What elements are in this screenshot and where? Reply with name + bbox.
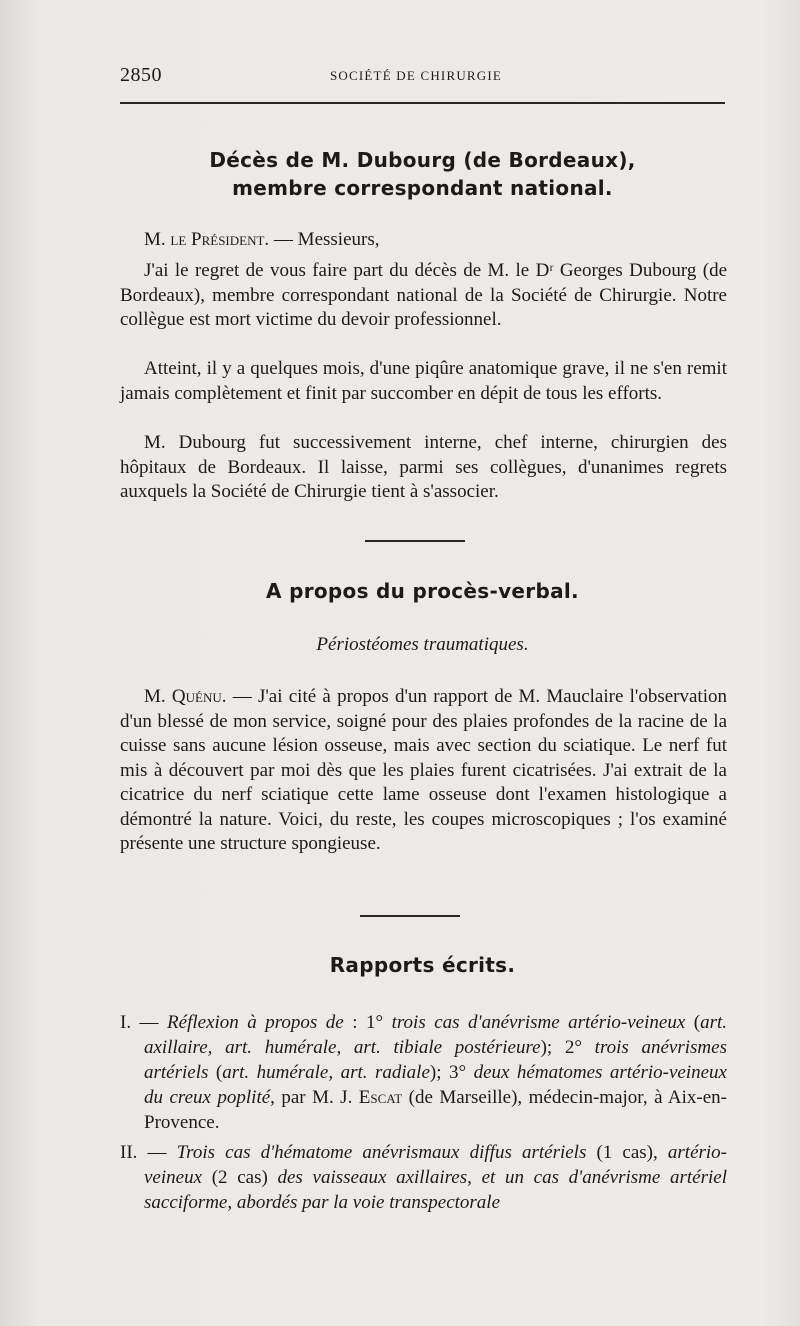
section-title-line-2: membre correspondant national. [232, 176, 613, 200]
report-item-1-italic-5: art. humérale, art. radiale [222, 1062, 430, 1083]
separator-rule-2 [360, 915, 460, 917]
running-head: SOCIÉTÉ DE CHIRURGIE [330, 68, 503, 83]
section-title-line-1: Décès de M. Dubourg (de Bordeaux), [209, 148, 636, 172]
report-item-2-plain-2: (2 cas) [202, 1167, 278, 1188]
report-item-2-italic-1: Trois cas d'hématome anévrismaux diffus artériels [176, 1142, 587, 1163]
report-item-1-italic-2: trois cas d'anévrisme artério-veineux [391, 1012, 686, 1033]
report-item-2 [120, 1140, 727, 1215]
paragraph-deces-1: J'ai le regret de vous faire part du décès de M. le Dʳ Georges Dubourg (de Bordeaux), membre correspondant national de la Société de Chirurgie. Notre collègue est mort victime du devoir professionnel. [120, 260, 727, 330]
page-number: 2850 [120, 64, 162, 86]
section-title-proces-verbal: A propos du procès-verbal. [266, 579, 579, 603]
quenu-text: — J'ai cité à propos d'un rapport de M. Mauclaire l'observation d'un blessé de mon service, soigné pour des plaies profondes de la racine de la cuisse sans aucune lésion osseuse, mais avec section du sciatique. Le nerf fut mis à découvert par moi dès que les plaies furent cicatrisées. J'ai extrait de la cicatrice du nerf sciatique cette lame osseuse dont l'examen histologique a démontré la nature. Voici, du reste, les coupes microscopiques ; l'os examiné présente une structure spongieuse. [120, 686, 727, 854]
salutation-text: — Messieurs, [269, 229, 380, 250]
report-item-1-plain-7: (de Marseille), médecin-major, à Aix-en-Provence. [144, 1087, 727, 1133]
report-item-1-italic-1: Réflexion à propos de [167, 1012, 344, 1033]
report-item-2-italic-2: artério-veineux [144, 1142, 727, 1188]
section-title-deces [120, 146, 725, 202]
report-item-1-italic-6: deux hématomes artério-veineux du creux poplité [144, 1062, 727, 1108]
paragraph-deces-3: M. Dubourg fut successivement interne, chef interne, chirurgien des hôpitaux de Bordeaux. Il laisse, parmi ses collègues, d'unanimes regrets auxquels la Société de Chirurgie tient à s'associer. [120, 432, 727, 502]
report-item-1 [120, 1010, 727, 1135]
section-title-rapports: Rapports écrits. [329, 953, 516, 977]
header-rule [120, 102, 725, 104]
speaker-president: M. le Président. [144, 229, 270, 250]
report-item-1-plain-3: ); 2° [540, 1037, 595, 1058]
paragraph-quenu [120, 685, 727, 857]
report-item-2-italic-3: des vaisseaux axillaires, et un cas d'anévrisme artériel sacciforme, abordés par la voie transpectorale [144, 1167, 727, 1213]
report-item-1-plain-5: ); 3° [429, 1062, 474, 1083]
separator-rule-1 [365, 540, 465, 542]
report-item-1-plain-1: : 1° [343, 1012, 392, 1033]
salutation-paragraph [120, 228, 727, 253]
report-item-1-plain-4: ( [208, 1062, 223, 1083]
paragraph-deces-2: Atteint, il y a quelques mois, d'une piqûre anatomique grave, il ne s'en remit jamais complètement et finit par succomber en dépit de tous les efforts. [120, 358, 727, 404]
subtitle-periosteomes: Périostéomes traumatiques. [316, 634, 529, 655]
report-item-1-plain-2: ( [685, 1012, 701, 1033]
report-item-1-author: Escat [358, 1087, 403, 1108]
report-item-1-italic-3: art. axillaire, art. humérale, art. tibiale postérieure [144, 1012, 728, 1058]
report-item-2-number: II. — [120, 1142, 177, 1163]
page-header [120, 64, 725, 88]
report-item-2-plain-1: (1 cas), [586, 1142, 668, 1163]
speaker-quenu: M. Quénu. [144, 686, 227, 707]
report-item-1-italic-4: trois anévrismes artériels [144, 1037, 727, 1083]
report-item-1-plain-6: , par M. J. [270, 1087, 359, 1108]
report-item-1-number: I. — [120, 1012, 168, 1033]
